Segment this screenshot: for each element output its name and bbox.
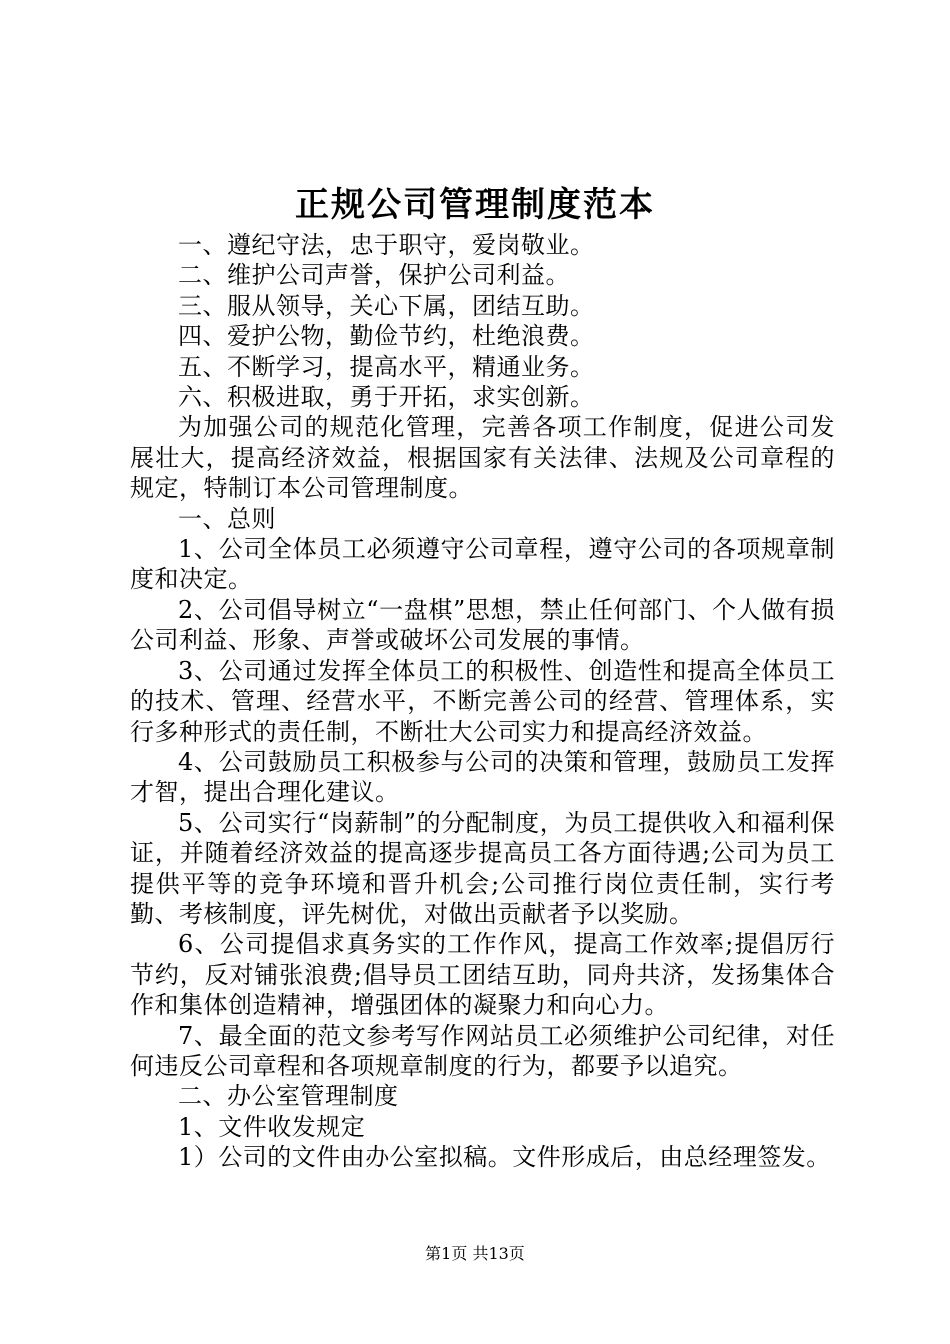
document-title: 正规公司管理制度范本 bbox=[295, 185, 655, 225]
document-body bbox=[130, 230, 835, 1173]
paragraph: 6、公司提倡求真务实的工作作风，提高工作效率;提倡厉行节约，反对铺张浪费;倡导员工团结互助，同舟共济，发扬集体合作和集体创造精神，增强团体的凝聚力和向心力。 bbox=[130, 930, 835, 1020]
paragraph: 2、公司倡导树立“一盘棋”思想，禁止任何部门、个人做有损公司利益、形象、声誉或破坏公司发展的事情。 bbox=[130, 595, 835, 655]
paragraph: 为加强公司的规范化管理，完善各项工作制度，促进公司发展壮大，提高经济效益，根据国家有关法律、法规及公司章程的规定，特制订本公司管理制度。 bbox=[130, 413, 835, 503]
paragraph: 3、公司通过发挥全体员工的积极性、创造性和提高全体员工的技术、管理、经营水平，不断完善公司的经营、管理体系，实行多种形式的责任制，不断壮大公司实力和提高经济效益。 bbox=[130, 656, 835, 746]
section-heading: 二、办公室管理制度 bbox=[178, 1082, 399, 1111]
paragraph: 5、公司实行“岗薪制”的分配制度，为员工提供收入和福利保证，并随着经济效益的提高逐步提高员工各方面待遇;公司为员工提供平等的竞争环境和晋升机会;公司推行岗位责任制，实行考勤、考核制度，评先树优，对做出贡献者予以奖励。 bbox=[130, 808, 835, 928]
paragraph: 7、最全面的范文参考写作网站员工必须维护公司纪律，对任何违反公司章程和各项规章制度的行为，都要予以追究。 bbox=[130, 1021, 835, 1080]
paragraph: 五、不断学习，提高水平，精通业务。 bbox=[178, 352, 595, 381]
paragraph: 一、遵纪守法，忠于职守，爱岗敬业。 bbox=[178, 231, 595, 259]
paragraph: 四、爱护公物，勤俭节约，杜绝浪费。 bbox=[178, 322, 595, 351]
paragraph: 二、维护公司声誉，保护公司利益。 bbox=[178, 261, 570, 290]
paragraph: 六、积极进取，勇于开拓，求实创新。 bbox=[178, 383, 595, 412]
paragraph: 4、公司鼓励员工积极参与公司的决策和管理，鼓励员工发挥才智，提出合理化建议。 bbox=[130, 747, 835, 807]
subsection-heading: 1、文件收发规定 bbox=[178, 1112, 366, 1141]
section-heading: 一、总则 bbox=[178, 504, 276, 533]
paragraph: 1、公司全体员工必须遵守公司章程，遵守公司的各项规章制度和决定。 bbox=[130, 535, 835, 594]
page-footer: 第1页 共13页 bbox=[425, 1244, 525, 1263]
paragraph: 三、服从领导，关心下属，团结互助。 bbox=[178, 291, 595, 320]
paragraph: 1）公司的文件由办公室拟稿。文件形成后，由总经理签发。 bbox=[178, 1143, 831, 1172]
